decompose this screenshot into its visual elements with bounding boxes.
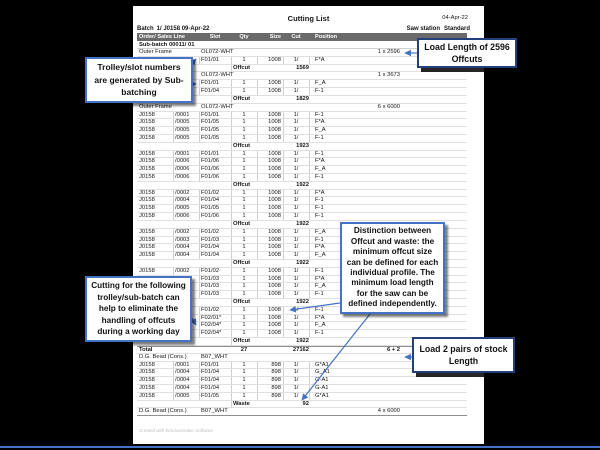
cell-position: F-1: [315, 111, 324, 118]
cell-qty: 1: [242, 369, 246, 376]
cell-order: J0158: [139, 228, 155, 235]
cell-profile: B07_WHT: [201, 408, 228, 415]
cell-offcut-value: 1922: [296, 338, 309, 345]
cell-sales-line: /0003: [175, 236, 190, 243]
cell-position: F*A: [315, 244, 325, 251]
cell-size: 1008: [268, 283, 281, 290]
cell-slot: F01/06: [201, 158, 220, 165]
cut-row: [137, 213, 467, 221]
cell-total-stock: 6 + 2: [386, 346, 400, 353]
cell-qty: 1: [242, 189, 246, 196]
cell-size: 1008: [268, 80, 281, 87]
cut-row: [137, 205, 467, 213]
cell-qty: 1: [242, 322, 246, 329]
cell-qty: 1: [242, 213, 246, 220]
cell-qty: 1: [242, 80, 246, 87]
cell-sales-line: /0004: [175, 384, 190, 391]
cell-qty: 1: [242, 119, 246, 126]
cell-position: F*A: [315, 275, 325, 282]
cell-slot: F01/03: [201, 291, 220, 298]
cell-cut: 1/: [293, 80, 299, 87]
cell-sales-line: /0006: [175, 174, 190, 180]
cell-stock-count: 1 x 3673: [377, 72, 400, 79]
cell-cut: 1/: [293, 189, 299, 196]
report-date: 04-Apr-22: [442, 15, 468, 21]
cell-position: F_A: [315, 252, 326, 259]
cell-slot: F01/03: [201, 275, 220, 282]
cell-cut: 1/: [293, 267, 299, 274]
cell-slot: F01/04: [201, 244, 220, 251]
cell-offcut-value: 1922: [296, 220, 309, 227]
cell-position: F-1: [315, 306, 324, 313]
cell-order: J0158: [139, 236, 155, 243]
col-header-qty: Qty: [239, 34, 249, 40]
group-row: [137, 104, 467, 112]
cell-profile: OL072-WHT: [201, 103, 234, 110]
cell-slot: F02/04*: [201, 322, 222, 329]
cell-cut: 1/: [293, 213, 299, 220]
cell-size: 1008: [268, 166, 281, 173]
cell-order: J0158: [139, 119, 155, 126]
cell-cut: 1/: [293, 384, 299, 391]
cell-sales-line: /0004: [175, 252, 190, 259]
cell-cut: 1/: [293, 369, 299, 376]
waste-row: [137, 401, 467, 409]
cell-group-name: D.G. Bead (Cons.): [139, 353, 187, 360]
cell-cut: 1/: [293, 174, 299, 180]
cell-cut: 1/: [293, 244, 299, 251]
cell-order: J0158: [139, 174, 155, 180]
cell-group-name: D.G. Bead (Cons.): [139, 408, 187, 415]
cell-sales-line: /0005: [175, 119, 190, 126]
cell-position: F-1: [315, 267, 324, 274]
cell-cut: 1/: [293, 275, 299, 282]
cell-sales-line: /0005: [175, 127, 190, 134]
col-header-order-sales-line: Order/ Sales Line: [139, 34, 186, 40]
cell-position: F_A: [315, 283, 326, 290]
cell-qty: 1: [242, 150, 246, 157]
cell-size: 1008: [268, 330, 281, 337]
cell-profile: B07_WHT: [201, 353, 228, 360]
cell-qty: 1: [242, 111, 246, 118]
cell-sales-line: /0006: [175, 158, 190, 165]
cell-slot: F01/01: [201, 361, 220, 368]
callout-load-pairs: Load 2 pairs of stock Length: [412, 337, 515, 373]
cell-qty: 1: [242, 330, 246, 337]
cell-size: 1008: [268, 88, 281, 95]
cell-size: 1008: [268, 306, 281, 313]
cell-size: 898: [271, 392, 281, 399]
cell-cut: 1/: [293, 119, 299, 126]
callout-offcut-waste: Distinction between Offcut and waste: the minimum offcut size can be defined for each individual profile. The minimum load length for the saw can be defined independently.: [340, 222, 445, 314]
cell-cut: 1/: [293, 306, 299, 313]
cell-position: F-1: [315, 88, 324, 95]
cell-sales-line: /0006: [175, 213, 190, 220]
cell-slot: F01/01: [201, 111, 220, 118]
cell-size: 1008: [268, 244, 281, 251]
cell-waste-label: Waste: [233, 400, 250, 407]
cell-offcut-label: Offcut: [233, 338, 251, 345]
cell-position: F*A: [315, 314, 325, 321]
cell-order: J0158: [139, 377, 155, 384]
cell-position: F*A: [315, 56, 325, 63]
cell-order: J0158: [139, 150, 155, 157]
cell-position: G-A1: [315, 377, 329, 384]
bottom-blue-line: [0, 446, 600, 448]
cell-size: 1008: [268, 111, 281, 118]
cell-qty: 1: [242, 275, 246, 282]
cell-position: F*A: [315, 189, 325, 196]
cell-position: F-1: [315, 330, 324, 337]
cell-qty: 1: [242, 134, 246, 141]
cell-size: 1008: [268, 158, 281, 165]
cell-size: 1008: [268, 314, 281, 321]
sub-batch-row: Sub-batch 00011/ 01: [137, 41, 467, 49]
cell-size: 898: [271, 377, 281, 384]
col-header-cut: Cut: [291, 34, 301, 40]
cell-slot: F01/03: [201, 283, 220, 290]
cell-qty: 1: [242, 361, 246, 368]
cell-order: J0158: [139, 197, 155, 204]
cell-size: 1008: [268, 267, 281, 274]
cell-size: 1008: [268, 197, 281, 204]
cell-stock-count: 1 x 2596: [377, 49, 400, 55]
cell-cut: 1/: [293, 322, 299, 329]
cell-qty: 1: [242, 252, 246, 259]
cell-slot: F01/06: [201, 174, 220, 180]
cell-size: 898: [271, 384, 281, 391]
cell-position: G_A1: [315, 369, 330, 376]
cell-offcut-value: 1569: [296, 64, 309, 71]
cell-offcut-value: 1922: [296, 181, 309, 188]
cell-size: 1008: [268, 150, 281, 157]
cell-position: F-1: [315, 213, 324, 220]
cell-qty: 1: [242, 314, 246, 321]
cell-offcut-label: Offcut: [233, 299, 251, 305]
cell-position: F_A: [315, 228, 326, 235]
cell-slot: F01/05: [201, 392, 220, 399]
cell-size: 1008: [268, 174, 281, 180]
cell-slot: F01/05: [201, 127, 220, 134]
cell-sales-line: /0006: [175, 166, 190, 173]
cell-qty: 1: [242, 283, 246, 290]
cell-qty: 1: [242, 174, 246, 180]
cell-size: 1008: [268, 291, 281, 298]
cell-slot: F01/02: [201, 189, 220, 196]
cut-row: [137, 158, 467, 166]
cell-order: J0158: [139, 267, 155, 274]
cut-row: [137, 119, 467, 127]
cell-slot: F01/04: [201, 252, 220, 259]
offcut-row: [137, 182, 467, 190]
cell-size: 898: [271, 361, 281, 368]
cell-position: G*A1: [315, 392, 329, 399]
cut-row: [137, 112, 467, 120]
cell-offcut-value: 1922: [296, 259, 309, 266]
cell-qty: 1: [242, 228, 246, 235]
cell-cut: 1/: [293, 236, 299, 243]
page-footer: Created with Windowmaker Software: [139, 428, 214, 433]
cell-position: G-A1: [315, 384, 329, 391]
cell-size: 1008: [268, 189, 281, 196]
cell-cut: 1/: [293, 88, 299, 95]
cell-offcut-label: Offcut: [233, 181, 251, 188]
cell-order: J0158: [139, 127, 155, 134]
cell-sales-line: /0005: [175, 205, 190, 212]
cell-offcut-label: Offcut: [233, 142, 251, 149]
cell-cut: 1/: [293, 291, 299, 298]
cell-order: J0158: [139, 244, 155, 251]
cell-total-label: Total: [139, 346, 153, 353]
cell-cut: 1/: [293, 361, 299, 368]
cell-slot: F01/05: [201, 134, 220, 141]
cell-qty: 1: [242, 158, 246, 165]
cell-cut: 1/: [293, 197, 299, 204]
saw-station-value: Standard: [443, 26, 470, 32]
cell-sales-line: /0004: [175, 369, 190, 376]
cell-position: F_A: [315, 322, 326, 329]
callout-load-length: Load Length of 2596 Offcuts: [417, 38, 517, 68]
cell-offcut-value: 1922: [296, 299, 309, 305]
cell-cut: 1/: [293, 228, 299, 235]
saw-station-label: Saw station: [406, 26, 440, 32]
cell-offcut-value: 1829: [296, 95, 309, 102]
cell-cut: 1/: [293, 283, 299, 290]
cell-slot: F01/04: [201, 88, 220, 95]
cell-qty: 1: [242, 291, 246, 298]
cell-sales-line: /0002: [175, 189, 190, 196]
cell-position: F-1: [315, 150, 324, 157]
cell-waste-value: 92: [302, 400, 309, 407]
cell-position: F_A: [315, 127, 326, 134]
cell-cut: 1/: [293, 158, 299, 165]
cell-size: 1008: [268, 322, 281, 329]
cell-qty: 1: [242, 197, 246, 204]
cell-order: J0158: [139, 111, 155, 118]
cell-cut: 1/: [293, 56, 299, 63]
cut-row: [137, 174, 467, 182]
cell-slot: F01/03: [201, 236, 220, 243]
cell-slot: F01/04: [201, 197, 220, 204]
cell-size: 1008: [268, 213, 281, 220]
cell-size: 1008: [268, 119, 281, 126]
cell-offcut-value: 1923: [296, 142, 309, 149]
cell-qty: 1: [242, 384, 246, 391]
cell-offcut-label: Offcut: [233, 64, 251, 71]
cell-size: 1008: [268, 205, 281, 212]
cell-total-size: 27162: [292, 346, 309, 353]
cell-position: F_A: [315, 166, 326, 173]
cell-qty: 1: [242, 88, 246, 95]
saw-station-line: [407, 26, 470, 32]
cell-position: G*A1: [315, 361, 329, 368]
cell-qty: 1: [242, 166, 246, 173]
cell-slot: F01/06: [201, 213, 220, 220]
cell-order: J0158: [139, 361, 155, 368]
cell-size: 1008: [268, 252, 281, 259]
cell-sales-line: /0001: [175, 111, 190, 118]
cell-cut: 1/: [293, 150, 299, 157]
cell-order: J0158: [139, 134, 155, 141]
cell-qty: 1: [242, 56, 246, 63]
col-header-slot: Slot: [209, 34, 221, 40]
cell-qty: 1: [242, 306, 246, 313]
cell-sales-line: /0005: [175, 134, 190, 141]
report-title: Cutting List: [287, 14, 330, 23]
cell-sales-line: /0002: [175, 228, 190, 235]
cell-cut: 1/: [293, 314, 299, 321]
offcut-row: [137, 143, 467, 151]
callout-cutting-following: Cutting for the following trolley/sub-batch can help to eliminate the handling of offcuts during a working day: [85, 276, 192, 342]
cell-profile: OL072-WHT: [201, 72, 234, 79]
cell-sales-line: /0004: [175, 377, 190, 384]
cell-position: F-1: [315, 134, 324, 141]
col-header-position: Position: [315, 34, 338, 40]
cell-group-name: Outer Frame: [139, 103, 172, 110]
cell-group-name: Outer Frame: [139, 49, 172, 55]
cell-slot: F01/05: [201, 205, 220, 212]
cell-slot: F01/01: [201, 150, 220, 157]
cell-sales-line: /0001: [175, 150, 190, 157]
callout-trolley-slot: Trolley/slot numbers are generated by Sub-batching: [85, 57, 193, 103]
cell-cut: 1/: [293, 111, 299, 118]
group-row: [137, 408, 467, 416]
col-header-size: Size: [269, 34, 281, 40]
cell-stock-count: 4 x 6000: [377, 408, 400, 415]
cell-stock-count: 6 x 6000: [377, 103, 400, 110]
cell-sales-line: /0004: [175, 244, 190, 251]
cell-size: 1008: [268, 56, 281, 63]
cut-row: [137, 385, 467, 393]
cell-sales-line: /0001: [175, 361, 190, 368]
cell-cut: 1/: [293, 127, 299, 134]
cell-slot: F01/04: [201, 369, 220, 376]
cell-position: F-1: [315, 205, 324, 212]
cell-offcut-label: Offcut: [233, 220, 251, 227]
cell-sales-line: /0005: [175, 392, 190, 399]
cut-row: [137, 393, 467, 401]
cell-total-qty: 27: [240, 346, 248, 353]
cell-cut: 1/: [293, 205, 299, 212]
cell-position: F*A: [315, 119, 325, 126]
cell-cut: 1/: [293, 134, 299, 141]
cell-profile: OL072-WHT: [201, 49, 234, 55]
cut-row: [137, 151, 467, 159]
cell-order: J0158: [139, 213, 155, 220]
batch-line: [137, 26, 209, 32]
cell-cut: 1/: [293, 252, 299, 259]
cell-qty: 1: [242, 127, 246, 134]
cell-position: F-1: [315, 197, 324, 204]
cell-order: J0158: [139, 384, 155, 391]
batch-label: Batch: [137, 26, 154, 32]
cell-order: J0158: [139, 252, 155, 259]
cell-size: 1008: [268, 228, 281, 235]
cell-qty: 1: [242, 244, 246, 251]
cell-slot: F01/06: [201, 166, 220, 173]
cell-slot: F01/02: [201, 306, 220, 313]
cell-position: F-1: [315, 291, 324, 298]
cell-size: 898: [271, 369, 281, 376]
cut-row: [137, 190, 467, 198]
cell-cut: 1/: [293, 377, 299, 384]
cell-slot: F02/04*: [201, 330, 222, 337]
cell-offcut-label: Offcut: [233, 259, 251, 266]
cell-slot: F01/01: [201, 56, 220, 63]
cell-order: J0158: [139, 166, 155, 173]
cell-qty: 1: [242, 267, 246, 274]
batch-value: 1/ J0158 09-Apr-22: [156, 26, 210, 32]
cell-size: 1008: [268, 134, 281, 141]
cell-cut: 1/: [293, 392, 299, 399]
cell-cut: 1/: [293, 330, 299, 337]
cell-qty: 1: [242, 377, 246, 384]
cell-slot: F01/02: [201, 228, 220, 235]
cell-size: 1008: [268, 275, 281, 282]
cell-qty: 1: [242, 392, 246, 399]
cell-slot: F01/04: [201, 377, 220, 384]
cell-position: F*A: [315, 158, 325, 165]
cell-order: J0158: [139, 158, 155, 165]
cell-position: F_A: [315, 80, 326, 87]
cell-slot: F01/02: [201, 267, 220, 274]
cell-sales-line: /0002: [175, 267, 190, 274]
cell-position: F-1: [315, 236, 324, 243]
cell-qty: 1: [242, 205, 246, 212]
cell-qty: 1: [242, 236, 246, 243]
cell-order: J0158: [139, 189, 155, 196]
cut-row: [137, 135, 467, 143]
cell-slot: F01/01: [201, 80, 220, 87]
cell-slot: F02/01*: [201, 314, 222, 321]
cell-size: 1008: [268, 236, 281, 243]
cell-cut: 1/: [293, 166, 299, 173]
cell-offcut-label: Offcut: [233, 95, 251, 102]
cut-row: [137, 166, 467, 174]
cell-sales-line: /0004: [175, 197, 190, 204]
cell-order: J0158: [139, 369, 155, 376]
cell-size: 1008: [268, 127, 281, 134]
cut-row: [137, 377, 467, 385]
cell-order: J0158: [139, 205, 155, 212]
cell-slot: F01/04: [201, 384, 220, 391]
cut-row: [137, 127, 467, 135]
cell-position: F-1: [315, 174, 324, 180]
cut-row: [137, 197, 467, 205]
cell-order: J0158: [139, 392, 155, 399]
cell-slot: F01/05: [201, 119, 220, 126]
